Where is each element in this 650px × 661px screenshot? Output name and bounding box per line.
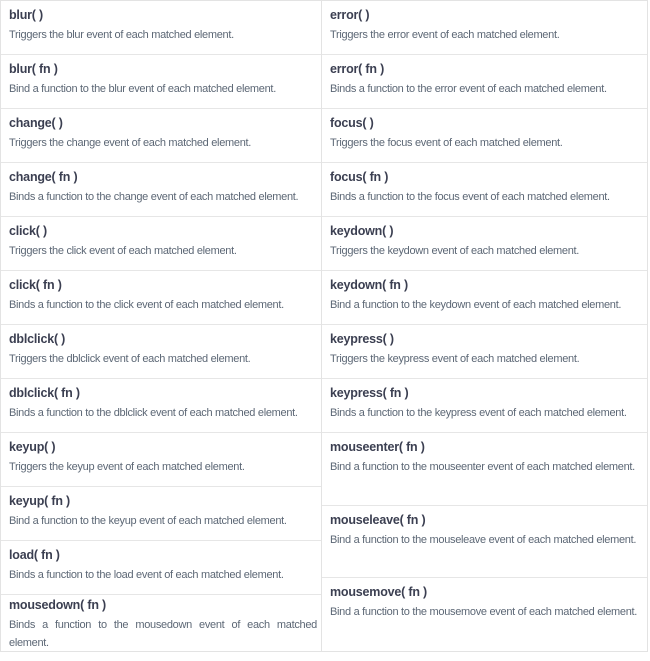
method-description: Bind a function to the keydown event of each matched element. bbox=[330, 299, 622, 311]
event-method-cell bbox=[1, 379, 321, 433]
method-description: Triggers the change event of each matched element. bbox=[9, 137, 252, 149]
event-method-cell bbox=[322, 55, 647, 109]
events-column-left bbox=[0, 0, 322, 652]
event-method-cell bbox=[1, 271, 321, 325]
method-signature: blur( ) bbox=[9, 8, 44, 22]
method-description: Binds a function to the focus event of each matched element. bbox=[330, 191, 610, 203]
event-method-cell bbox=[1, 541, 321, 595]
method-description: Binds a function to the load event of each matched element. bbox=[9, 569, 284, 581]
method-signature: mouseleave( fn ) bbox=[330, 512, 426, 527]
method-description: Binds a function to the mousedown event of each matched element. bbox=[9, 619, 317, 649]
event-method-cell bbox=[1, 55, 321, 109]
event-method-cell bbox=[322, 506, 647, 579]
method-description: Bind a function to the mouseenter event of each matched element. bbox=[330, 461, 635, 473]
method-signature: keydown( fn ) bbox=[330, 278, 408, 292]
events-column-right bbox=[322, 0, 648, 652]
method-signature: mousedown( fn ) bbox=[9, 598, 106, 612]
event-method-cell bbox=[322, 271, 647, 325]
method-description: Binds a function to the error event of each matched element. bbox=[330, 83, 607, 95]
method-signature: keydown( ) bbox=[330, 224, 394, 238]
event-method-cell bbox=[322, 163, 647, 217]
method-signature: blur( fn ) bbox=[9, 62, 58, 76]
method-signature: dblclick( ) bbox=[9, 332, 66, 346]
event-method-cell bbox=[1, 433, 321, 487]
method-description: Bind a function to the mousemove event of each matched element. bbox=[330, 606, 638, 619]
method-description: Triggers the keyup event of each matched element. bbox=[9, 461, 245, 473]
event-method-cell bbox=[1, 325, 321, 379]
method-signature: focus( ) bbox=[330, 116, 374, 130]
event-method-cell bbox=[322, 1, 647, 55]
method-signature: keyup( ) bbox=[9, 440, 56, 454]
event-method-cell bbox=[322, 217, 647, 271]
event-method-cell bbox=[322, 325, 647, 379]
method-signature: focus( fn ) bbox=[330, 170, 389, 184]
method-signature: keypress( fn ) bbox=[330, 386, 409, 400]
method-description: Binds a function to the change event of each matched element. bbox=[9, 191, 299, 203]
method-signature: load( fn ) bbox=[9, 548, 60, 562]
method-signature: error( ) bbox=[330, 8, 370, 22]
method-description: Binds a function to the click event of each matched element. bbox=[9, 299, 284, 311]
method-description: Binds a function to the keypress event of each matched element. bbox=[330, 407, 627, 419]
event-method-cell bbox=[1, 487, 321, 541]
event-method-cell bbox=[1, 217, 321, 271]
method-description: Triggers the error event of each matched element. bbox=[330, 29, 560, 41]
method-description: Binds a function to the dblclick event of each matched element. bbox=[9, 407, 298, 419]
method-description: Bind a function to the mouseleave event of each matched element. bbox=[330, 533, 637, 546]
method-signature: mousemove( fn ) bbox=[330, 585, 428, 600]
method-signature: change( ) bbox=[9, 116, 63, 130]
method-signature: error( fn ) bbox=[330, 62, 385, 76]
method-description: Triggers the dblclick event of each matched element. bbox=[9, 353, 251, 365]
event-method-cell bbox=[1, 595, 321, 651]
method-description: Triggers the click event of each matched element. bbox=[9, 245, 237, 257]
page-bottom-gap bbox=[0, 652, 650, 660]
event-method-cell bbox=[1, 163, 321, 217]
method-description: Triggers the focus event of each matched element. bbox=[330, 137, 563, 149]
method-signature: keypress( ) bbox=[330, 332, 394, 346]
event-method-cell bbox=[322, 379, 647, 433]
method-description: Triggers the keypress event of each matched element. bbox=[330, 353, 580, 365]
event-method-cell bbox=[1, 109, 321, 163]
method-signature: click( fn ) bbox=[9, 278, 62, 292]
method-description: Bind a function to the keyup event of each matched element. bbox=[9, 515, 287, 527]
method-signature: change( fn ) bbox=[9, 170, 78, 184]
method-signature: keyup( fn ) bbox=[9, 494, 70, 508]
event-method-cell bbox=[322, 433, 647, 506]
method-description: Triggers the blur event of each matched element. bbox=[9, 29, 234, 41]
method-description: Bind a function to the blur event of each matched element. bbox=[9, 83, 276, 95]
event-method-cell bbox=[322, 109, 647, 163]
method-signature: mouseenter( fn ) bbox=[330, 440, 425, 454]
method-signature: dblclick( fn ) bbox=[9, 386, 80, 400]
method-description: Triggers the keydown event of each matched element. bbox=[330, 245, 580, 257]
event-method-cell bbox=[1, 1, 321, 55]
method-signature: click( ) bbox=[9, 224, 47, 238]
event-method-cell bbox=[322, 578, 647, 651]
